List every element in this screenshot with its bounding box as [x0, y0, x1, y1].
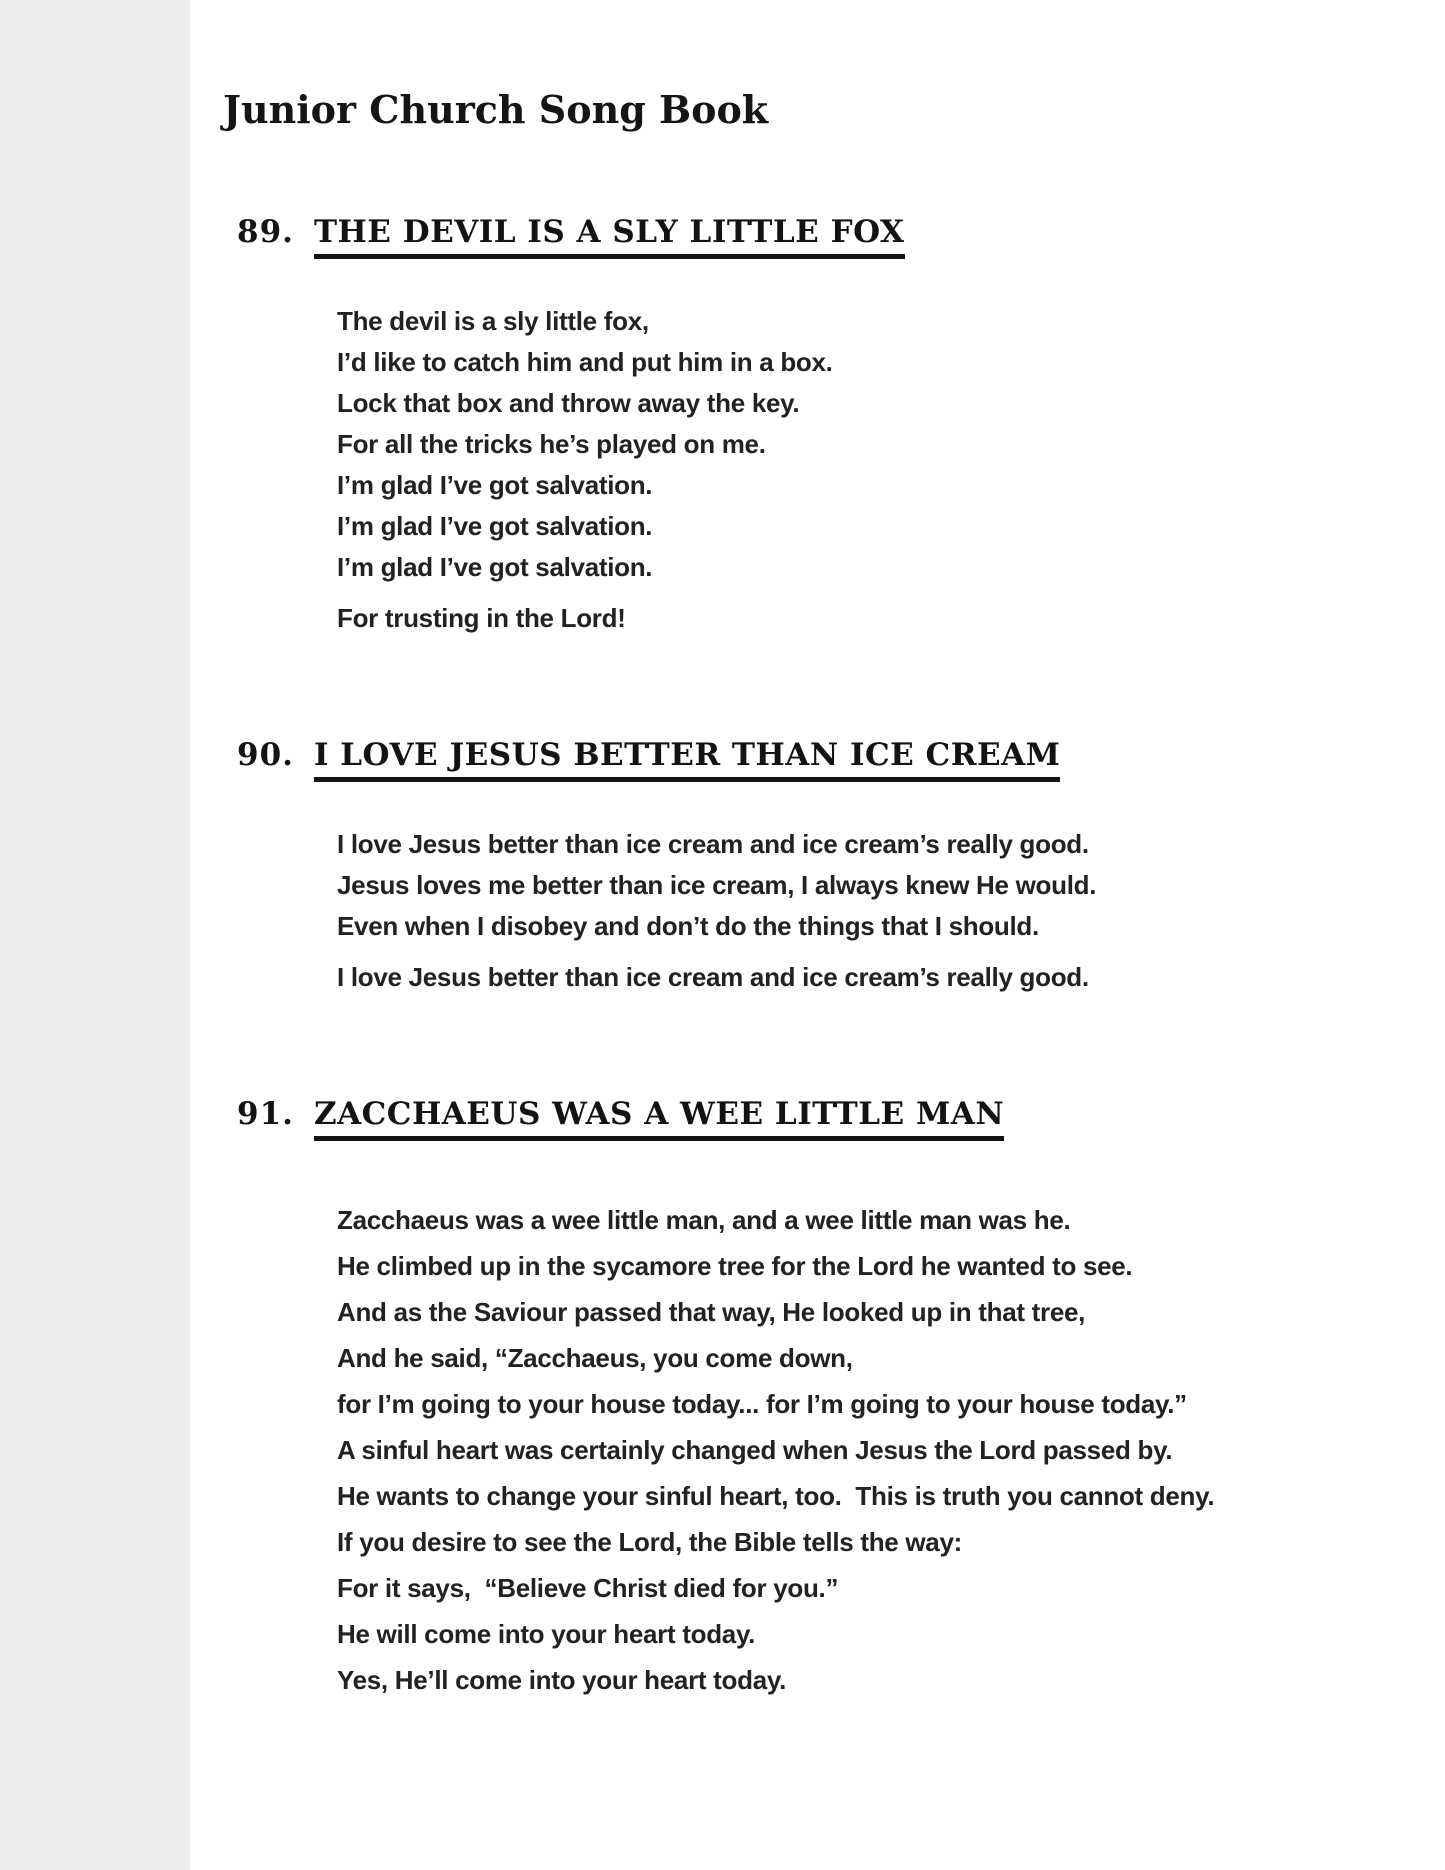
song-heading [237, 1094, 1405, 1141]
song-title: THE DEVIL IS A SLY LITTLE FOX [314, 212, 905, 259]
song-heading [237, 735, 1405, 782]
lyric-line: And he said, “Zacchaeus, you come down, [337, 1343, 853, 1373]
lyric-line: Zacchaeus was a wee little man, and a wee little man was he. [337, 1205, 1071, 1235]
stanza [337, 824, 1405, 947]
lyric-line: I love Jesus better than ice cream and ice cream’s really good. [337, 829, 1089, 859]
lyric-line: I love Jesus better than ice cream and ice cream’s really good. [337, 962, 1089, 992]
lyric-line: I’m glad I’ve got salvation. [337, 511, 653, 541]
lyric-line: Jesus loves me better than ice cream, I always knew He would. [337, 870, 1097, 900]
lyric-line: For it says, “Believe Christ died for you.” [337, 1573, 839, 1603]
song-title: ZACCHAEUS WAS A WEE LITTLE MAN [314, 1094, 1004, 1141]
lyric-line: Lock that box and throw away the key. [337, 388, 800, 418]
lyric-line: Even when I disobey and don’t do the things that I should. [337, 911, 1039, 941]
song-number: 90. [237, 737, 294, 773]
stanza [337, 957, 1405, 998]
stanza [337, 301, 1405, 588]
song-title: I LOVE JESUS BETTER THAN ICE CREAM [314, 735, 1061, 782]
song-lyrics [337, 824, 1405, 998]
song-list [237, 212, 1405, 1703]
lyric-line: Yes, He’ll come into your heart today. [337, 1665, 787, 1695]
lyric-line: For all the tricks he’s played on me. [337, 429, 766, 459]
lyric-line: He climbed up in the sycamore tree for the Lord he wanted to see. [337, 1251, 1133, 1281]
stanza [337, 1197, 1405, 1703]
song-heading [237, 212, 1405, 259]
lyric-line: The devil is a sly little fox, [337, 306, 649, 336]
song-number: 89. [237, 214, 294, 250]
song-section [237, 1094, 1405, 1703]
lyric-line: I’m glad I’ve got salvation. [337, 470, 653, 500]
song-number: 91. [237, 1096, 294, 1132]
song-lyrics [337, 1197, 1405, 1703]
lyric-line: I’m glad I’ve got salvation. [337, 552, 653, 582]
lyric-line: A sinful heart was certainly changed when Jesus the Lord passed by. [337, 1435, 1173, 1465]
song-section [237, 212, 1405, 639]
page-title: Junior Church Song Book [223, 87, 769, 132]
lyric-line: for I’m going to your house today... for I’m going to your house today.” [337, 1389, 1187, 1419]
stanza [337, 598, 1405, 639]
lyric-line: I’d like to catch him and put him in a box. [337, 347, 833, 377]
song-section [237, 735, 1405, 998]
lyric-line: For trusting in the Lord! [337, 603, 626, 633]
lyric-line: If you desire to see the Lord, the Bible tells the way: [337, 1527, 962, 1557]
lyric-line: He will come into your heart today. [337, 1619, 756, 1649]
lyric-line: And as the Saviour passed that way, He looked up in that tree, [337, 1297, 1086, 1327]
song-lyrics [337, 301, 1405, 639]
lyric-line: He wants to change your sinful heart, too. This is truth you cannot deny. [337, 1481, 1215, 1511]
